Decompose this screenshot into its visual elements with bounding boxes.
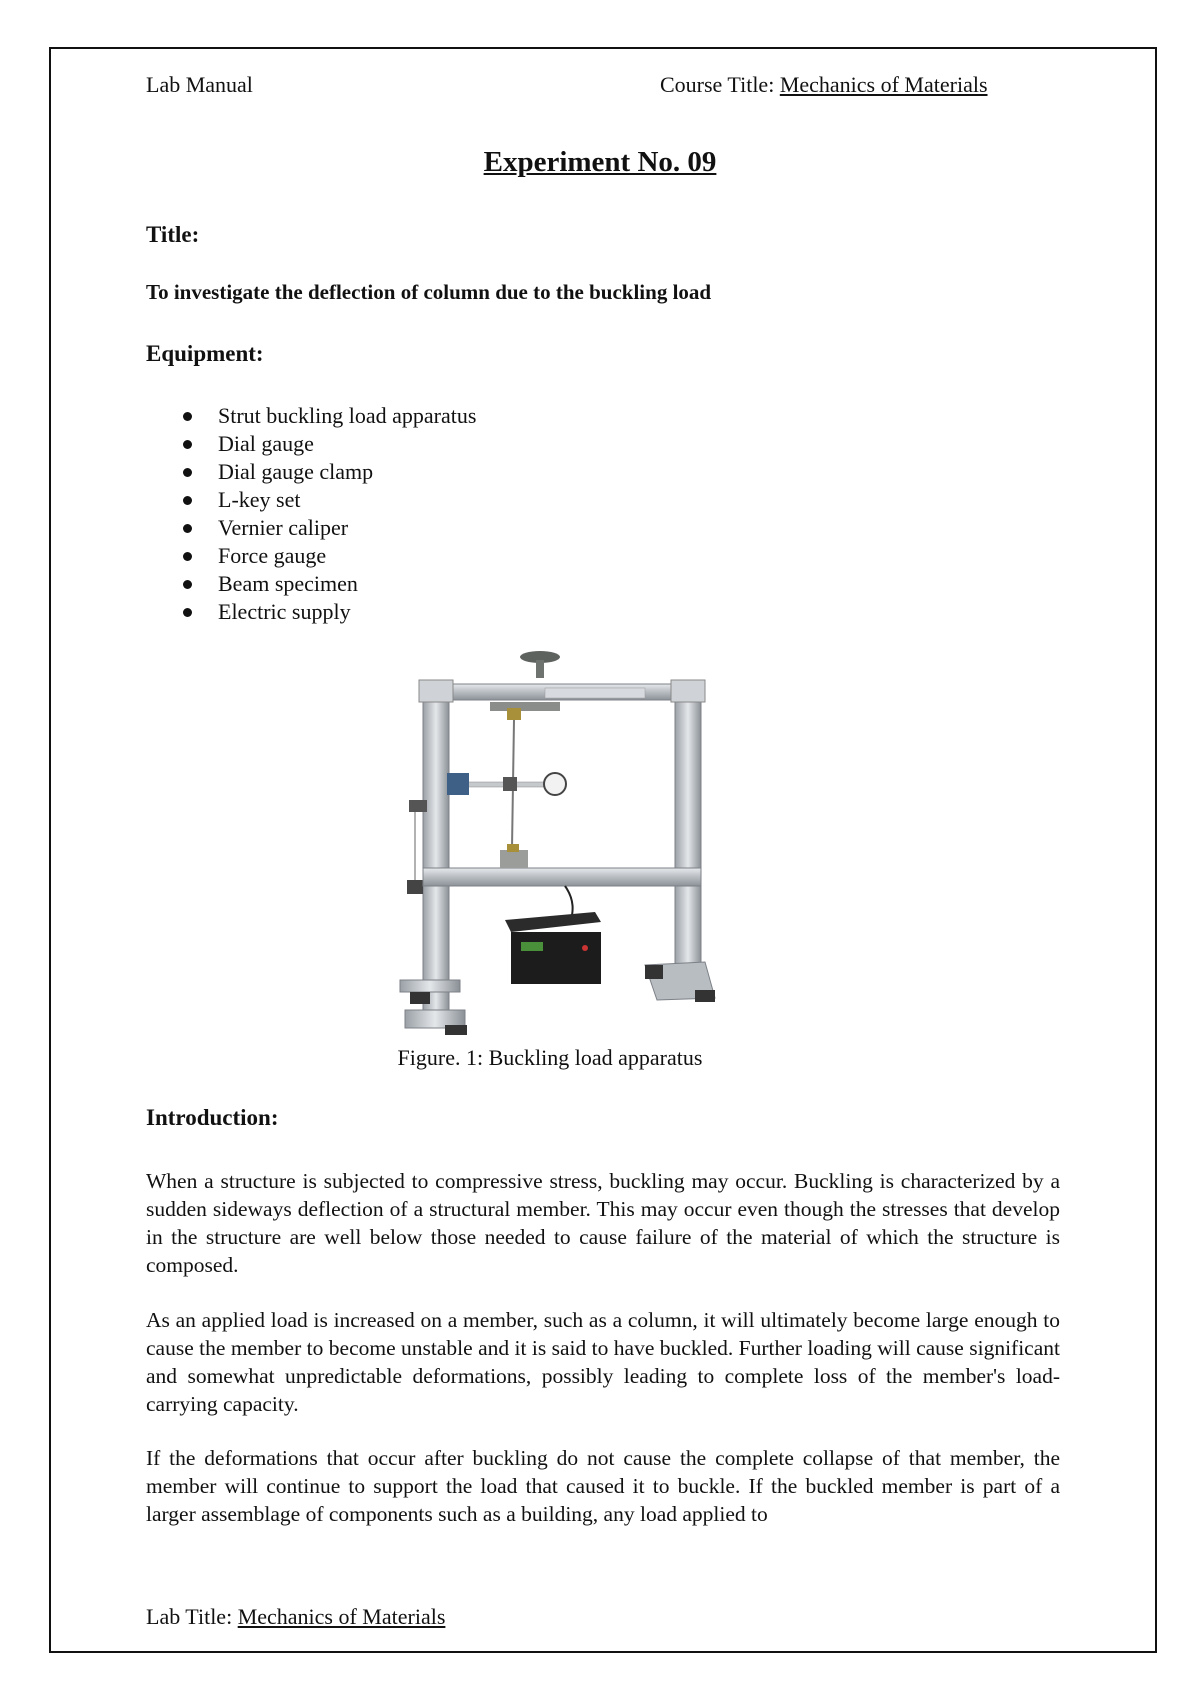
list-item: Force gauge — [218, 542, 476, 570]
list-item: Vernier caliper — [218, 514, 476, 542]
footer-lab-value: Mechanics of Materials — [237, 1604, 446, 1629]
experiment-title: Experiment No. 09 — [483, 146, 717, 178]
header-lab-manual: Lab Manual — [146, 72, 253, 97]
list-item: Dial gauge clamp — [218, 458, 476, 486]
title-text: To investigate the deflection of column due to the buckling load — [146, 280, 712, 304]
equipment-heading: Equipment: — [146, 341, 264, 366]
introduction-heading: Introduction: — [146, 1105, 279, 1130]
course-title-label: Course Title: — [660, 72, 780, 97]
footer-label: Lab Title: — [146, 1604, 238, 1629]
intro-paragraph-1: When a structure is subjected to compressive stress, buckling may occur. Buckling is characterized by a sudden sideways deflection of a structural member. This may occur even though the stresses that develop in the structure are well below those needed to cause failure of the material of which the structure is composed. — [146, 1169, 1060, 1277]
list-item: L-key set — [218, 486, 476, 514]
buckling-apparatus-figure — [395, 650, 795, 1035]
header-course-title — [660, 72, 988, 98]
intro-paragraph-2: As an applied load is increased on a member, such as a column, it will ultimately become large enough to cause the member to become unstable and it is said to have buckled. Further loading will cause significant and somewhat unpredictable deformations, possibly leading to complete loss of the member's load-carrying capacity. — [146, 1308, 1060, 1416]
list-item: Electric supply — [218, 598, 476, 626]
intro-paragraph-3: If the deformations that occur after buckling do not cause the complete collapse of that member, the member will continue to support the load that caused it to buckle. If the buckled member is part of a larger assemblage of components such as a building, any load applied to — [146, 1446, 1060, 1526]
list-item: Strut buckling load apparatus — [218, 403, 477, 428]
list-item: Beam specimen — [218, 570, 476, 598]
list-item: Dial gauge — [218, 430, 476, 458]
title-heading: Title: — [146, 222, 200, 247]
figure-caption: Figure. 1: Buckling load apparatus — [397, 1045, 703, 1070]
footer-lab-title — [146, 1604, 445, 1630]
course-title-value: Mechanics of Materials — [779, 72, 988, 97]
equipment-list — [218, 402, 476, 626]
